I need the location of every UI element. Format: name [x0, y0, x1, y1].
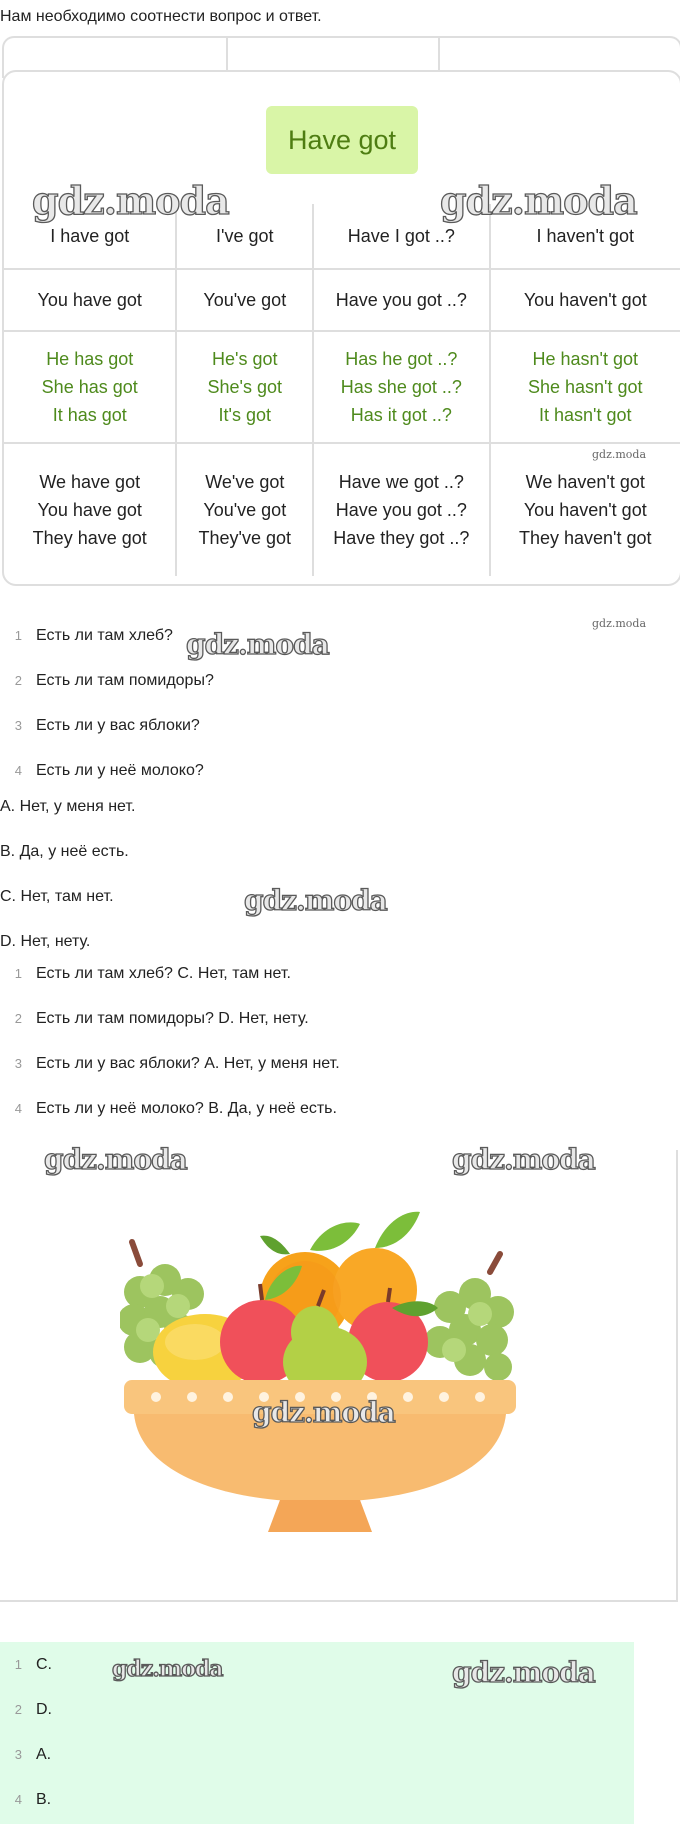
question-text: Есть ли там хлеб?: [36, 626, 173, 644]
watermark: gdz.moda: [592, 448, 647, 461]
table-cell: You haven't got: [490, 269, 680, 331]
item-number: 2: [14, 1702, 22, 1717]
item-number: 3: [14, 718, 22, 733]
table-cell: We've got You've got They've got: [176, 443, 313, 576]
table-cell: I've got: [176, 204, 313, 269]
item-number: 4: [14, 763, 22, 778]
question-text: Есть ли у неё молоко?: [36, 761, 204, 779]
watermark: gdz.moda: [244, 884, 387, 917]
list-item: [0, 1687, 634, 1732]
item-number: 1: [14, 966, 22, 981]
matched-text: Есть ли там хлеб? C. Нет, там нет.: [36, 964, 291, 982]
item-number: 4: [14, 1101, 22, 1116]
watermark: gdz.moda: [32, 178, 229, 223]
matched-text: Есть ли у неё молоко? B. Да, у неё есть.: [36, 1099, 337, 1117]
have-got-grammar-card: [2, 70, 680, 586]
watermark: gdz.moda: [186, 628, 329, 661]
table-cell: We haven't got You haven't got They haven't got: [519, 472, 652, 548]
table-cell: He hasn't got She hasn't got It hasn't got: [490, 331, 680, 443]
watermark: gdz.moda: [112, 1656, 223, 1682]
options-list: [0, 784, 135, 964]
watermark: gdz.moda: [452, 1143, 595, 1176]
table-row: [4, 443, 680, 576]
table-cell: Has he got ..? Has she got ..? Has it got ..?: [313, 331, 489, 443]
table-cell: Have you got ..?: [313, 269, 489, 331]
table-row: [4, 269, 680, 331]
table-cell: I haven't got: [490, 204, 680, 269]
matched-list: [0, 951, 340, 1131]
watermark: gdz.moda: [44, 1143, 187, 1176]
illustration-card: [0, 1150, 678, 1602]
watermark: gdz.moda: [252, 1396, 395, 1429]
watermark: gdz.moda: [452, 1656, 595, 1689]
item-number: 4: [14, 1792, 22, 1807]
table-cell: You have got: [4, 269, 176, 331]
table-cell: Have I got ..?: [313, 204, 489, 269]
option-item: C. Нет, там нет.: [0, 887, 114, 905]
list-item: [0, 996, 340, 1041]
item-number: 1: [14, 1657, 22, 1672]
table-cell: He has got She has got It has got: [4, 331, 176, 443]
list-item: [0, 703, 214, 748]
table-cell: He's got She's got It's got: [176, 331, 313, 443]
table-cell: Have we got ..? Have you got ..? Have they got ..?: [313, 443, 489, 576]
list-item: [0, 1041, 340, 1086]
list-item: [0, 951, 340, 996]
answer-text: A.: [36, 1745, 52, 1763]
list-item: [0, 658, 214, 703]
answer-text: B.: [36, 1790, 52, 1808]
item-number: 3: [14, 1056, 22, 1071]
item-number: 3: [14, 1747, 22, 1762]
option-item: D. Нет, нету.: [0, 932, 91, 950]
questions-list: [0, 613, 214, 793]
grammar-table: [4, 204, 680, 576]
watermark: gdz.moda: [592, 617, 647, 630]
answer-text: C.: [36, 1655, 52, 1673]
matched-text: Есть ли там помидоры? D. Нет, нету.: [36, 1009, 309, 1027]
table-cell: You've got: [176, 269, 313, 331]
matched-text: Есть ли у вас яблоки? A. Нет, у меня нет.: [36, 1054, 340, 1072]
table-cell: I have got: [4, 204, 176, 269]
table-title: Have got: [266, 106, 418, 174]
task-instruction: Нам необходимо соотнести вопрос и ответ.: [0, 8, 322, 25]
table-row: [4, 331, 680, 443]
question-text: Есть ли там помидоры?: [36, 671, 214, 689]
list-item: [0, 1086, 340, 1131]
option-item: B. Да, у неё есть.: [0, 842, 129, 860]
list-item: [0, 613, 214, 658]
watermark: gdz.moda: [440, 178, 637, 223]
table-cell: We have got You have got They have got: [4, 443, 176, 576]
fruit-bowl-illustration: [120, 1202, 520, 1532]
question-text: Есть ли у вас яблоки?: [36, 716, 200, 734]
option-item: A. Нет, у меня нет.: [0, 797, 136, 815]
item-number: 1: [14, 628, 22, 643]
list-item: [0, 1777, 634, 1822]
list-item: [0, 1732, 634, 1777]
answer-text: D.: [36, 1700, 52, 1718]
item-number: 2: [14, 673, 22, 688]
item-number: 2: [14, 1011, 22, 1026]
